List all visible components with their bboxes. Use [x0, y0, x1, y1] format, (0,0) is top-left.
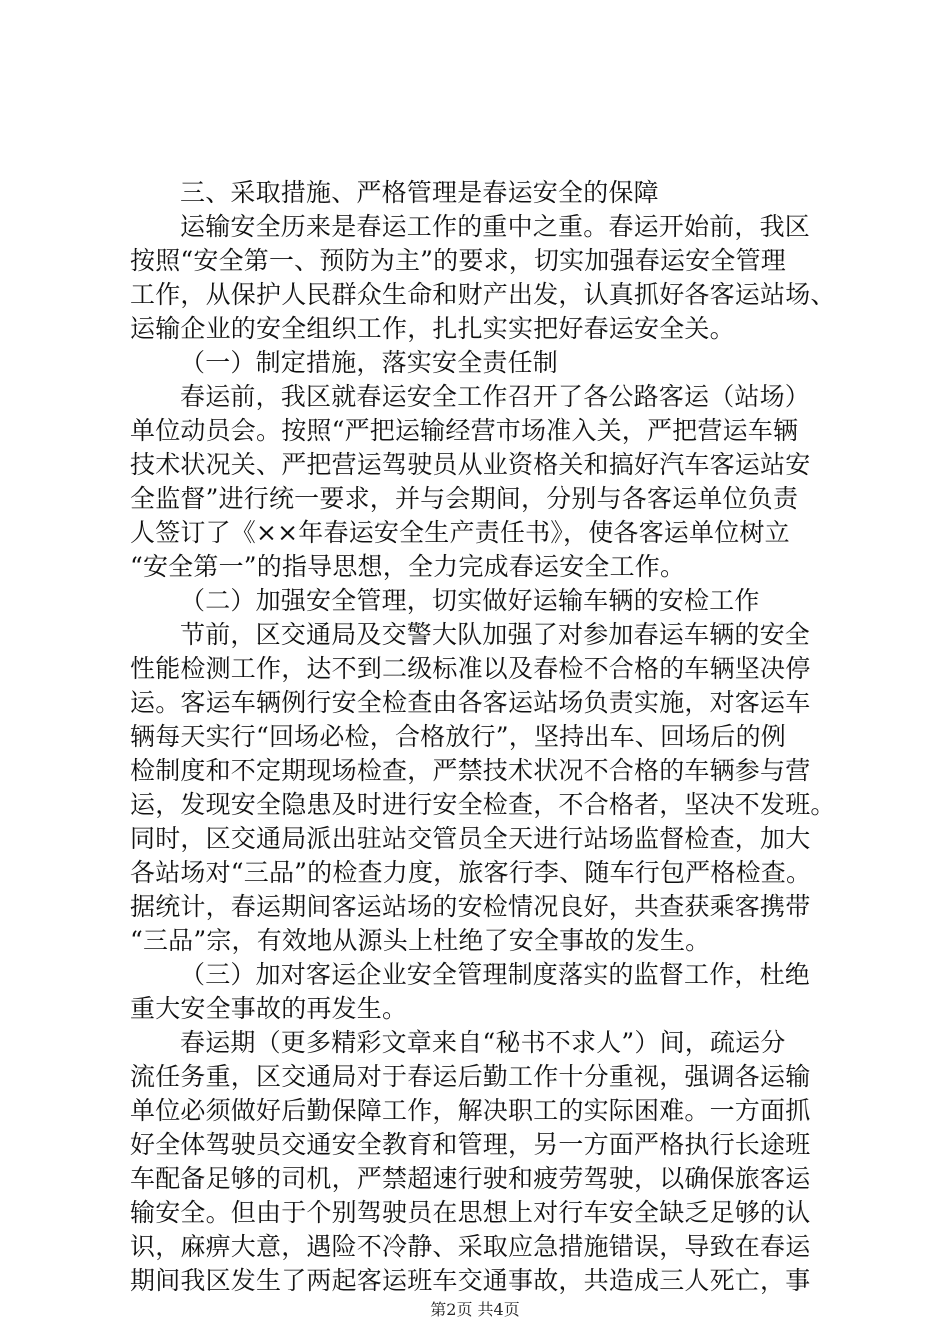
paragraph-line: 春运期（更多精彩文章来自“秘书不求人”）间，疏运分 [180, 1028, 786, 1057]
paragraph-line: 据统计，春运期间客运站场的安检情况良好，共查获乘客携带 [130, 892, 811, 921]
subheading-1: （一）制定措施，落实安全责任制 [180, 348, 559, 377]
paragraph-line: 同时，区交通局派出驻站交管员全天进行站场监督检查，加大 [130, 824, 811, 853]
paragraph-line: “三品”宗，有效地从源头上杜绝了安全事故的发生。 [130, 926, 711, 955]
paragraph-line: 期间我区发生了两起客运班车交通事故，共造成三人死亡，事 [130, 1266, 811, 1295]
paragraph-line: 运。客运车辆例行安全检查由各客运站场负责实施，对客运车 [130, 688, 811, 717]
paragraph-line: 工作，从保护人民群众生命和财产出发，认真抓好各客运站场、 [130, 280, 836, 309]
paragraph-line: 输安全。但由于个别驾驶员在思想上对行车安全缺乏足够的认 [130, 1198, 811, 1227]
paragraph-line: 按照“安全第一、预防为主”的要求，切实加强春运安全管理 [130, 246, 786, 275]
subheading-2: （二）加强安全管理，切实做好运输车辆的安检工作 [180, 586, 760, 615]
paragraph-line: 全监督”进行统一要求，并与会期间，分别与各客运单位负责 [130, 484, 799, 513]
paragraph-line: 辆每天实行“回场必检，合格放行”，坚持出车、回场后的例 [130, 722, 786, 751]
paragraph-line: 单位必须做好后勤保障工作，解决职工的实际困难。一方面抓 [130, 1096, 811, 1125]
paragraph-line: 车配备足够的司机，严禁超速行驶和疲劳驾驶，以确保旅客运 [130, 1164, 811, 1193]
subheading-3-cont: 重大安全事故的再发生。 [130, 994, 408, 1023]
paragraph-line: 单位动员会。按照“严把运输经营市场准入关，严把营运车辆 [130, 416, 799, 445]
paragraph-line: 节前，区交通局及交警大队加强了对参加春运车辆的安全 [180, 620, 811, 649]
paragraph-line: 检制度和不定期现场检查，严禁技术状况不合格的车辆参与营 [130, 756, 811, 785]
paragraph-line: 春运前，我区就春运安全工作召开了各公路客运（站场） [180, 382, 811, 411]
paragraph-line: 运输企业的安全组织工作，扎扎实实把好春运安全关。 [130, 314, 735, 343]
paragraph-line: 运，发现安全隐患及时进行安全检查，不合格者，坚决不发班。 [130, 790, 836, 819]
paragraph-line: 好全体驾驶员交通安全教育和管理，另一方面严格执行长途班 [130, 1130, 811, 1159]
paragraph-line: 流任务重，区交通局对于春运后勤工作十分重视，强调各运输 [130, 1062, 811, 1091]
paragraph-line: 识，麻痹大意，遇险不冷静、采取应急措施错误，导致在春运 [130, 1232, 811, 1261]
paragraph-line: 各站场对“三品”的检查力度，旅客行李、随车行包严格检查。 [130, 858, 812, 887]
paragraph-line: 技术状况关、严把营运驾驶员从业资格关和搞好汽车客运站安 [130, 450, 811, 479]
paragraph-line: 性能检测工作，达不到二级标准以及春检不合格的车辆坚决停 [130, 654, 811, 683]
paragraph-line: 人签订了《××年春运安全生产责任书》，使各客运单位树立 [130, 518, 790, 547]
page-number: 第2页 共4页 [430, 1300, 520, 1319]
paragraph-line: “安全第一”的指导思想，全力完成春运安全工作。 [130, 552, 686, 581]
subheading-3: （三）加对客运企业安全管理制度落实的监督工作，杜绝 [180, 960, 811, 989]
section-heading-3: 三、采取措施、严格管理是春运安全的保障 [180, 178, 659, 207]
paragraph-line: 运输安全历来是春运工作的重中之重。春运开始前，我区 [180, 212, 811, 241]
